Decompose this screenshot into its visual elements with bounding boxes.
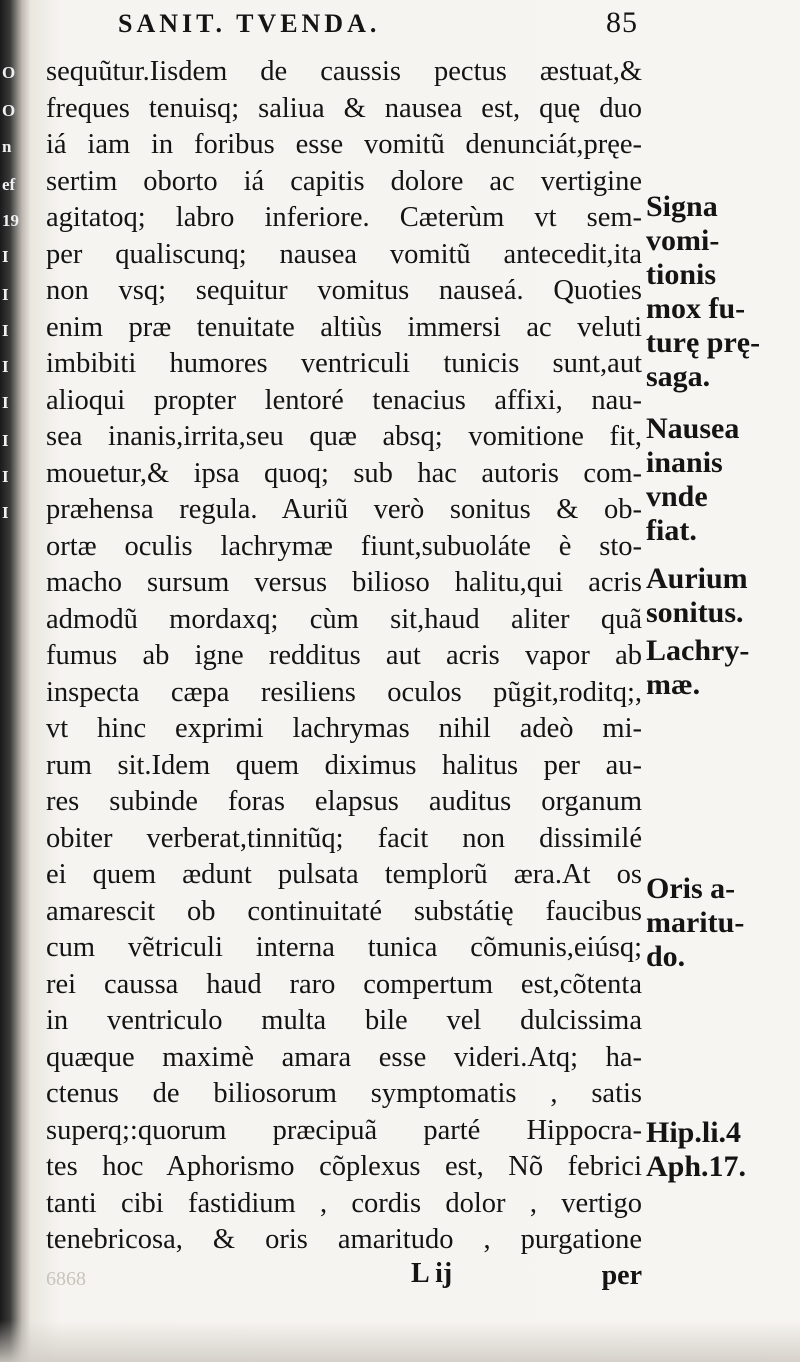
text-line: ctenus de biliosorum symptomatis , satis [46, 1078, 642, 1109]
text-line: iá iam in foribus esse vomitũ denunciát,pręe- [46, 129, 642, 160]
text-line: cum vẽtriculi interna tunica cõmunis,eiúsq; [46, 932, 642, 963]
gutter-fragment: I [2, 393, 9, 412]
marginal-note-line: turę prę- [646, 326, 761, 359]
text-line: enim præ tenuitate altiùs immersi ac veluti [46, 311, 642, 343]
marginal-note-hippocrates [646, 1116, 796, 1184]
gutter-fragment: ef [2, 175, 16, 194]
text-line: superq;:quorum præcipuã parté Hippocra- [46, 1114, 642, 1146]
running-header [118, 6, 678, 40]
gutter-fragment: I [2, 247, 9, 266]
catchword: per [601, 1260, 642, 1291]
page-bottom-shadow [0, 1320, 800, 1362]
text-line: freques tenuisq; saliua & nausea est, quę duo [46, 92, 642, 124]
text-line: agitatoq; labro inferiore. Cæterùm vt sem- [46, 202, 642, 233]
marginal-note-line: vomi- [646, 224, 720, 257]
gutter-fragment: O [2, 101, 16, 120]
text-line: imbibiti humores ventriculi tunicis sunt,aut [46, 348, 642, 379]
marginal-note-line: Lachry- [646, 634, 750, 667]
text-line: ei quem ædunt pulsata templorũ æra.At os [46, 859, 642, 890]
gutter-fragment: I [2, 503, 9, 522]
marginal-note-oris [646, 872, 796, 974]
gutter-fragment: 19 [2, 211, 19, 230]
gutter-fragment: I [2, 321, 9, 340]
marginal-note-signa [646, 190, 796, 394]
text-line: tenebricosa, & oris amaritudo , purgatione [46, 1224, 642, 1255]
text-line: non vsq; sequitur vomitus nauseá. Quoties [46, 275, 642, 306]
book-gutter [0, 0, 30, 1362]
running-title: SANIT. TVENDA. [118, 9, 381, 38]
marginal-note-line: do. [646, 940, 686, 973]
text-line: tes hoc Aphorismo cõplexus est, Nõ febrici [46, 1151, 642, 1182]
text-line: res subinde foras elapsus auditus organum [46, 786, 642, 817]
marginal-note-line: Nausea [646, 412, 740, 445]
marginal-note-line: Aurium [646, 562, 748, 595]
marginal-note-line: inanis [646, 446, 723, 479]
faded-bleed-through-text: 6868 [46, 1268, 86, 1290]
text-line: per qualiscunq; nausea vomitũ antecedit,ita [46, 238, 642, 270]
text-line: sea inanis,irrita,seu quæ absq; vomitione fit, [46, 421, 642, 452]
text-line: macho sursum versus bilioso halitu,qui acris [46, 567, 642, 598]
text-line: præhensa regula. Auriũ verò sonitus & ob- [46, 494, 642, 525]
marginal-note-line: Hip.li.4 [646, 1116, 742, 1149]
text-line: admodũ mordaxq; cùm sit,haud aliter quã [46, 603, 642, 635]
gutter-fragment: I [2, 431, 9, 450]
text-line: in ventriculo multa bile vel dulcissima [46, 1005, 642, 1036]
marginal-note-aurium [646, 562, 796, 630]
gutter-fragment: I [2, 357, 9, 376]
marginal-note-line: saga. [646, 360, 711, 393]
text-line: fumus ab igne redditus aut acris vapor ab [46, 640, 642, 671]
marginal-note-line: Oris a- [646, 872, 736, 905]
gutter-fragment: I [2, 285, 9, 304]
page-footer [46, 1258, 642, 1298]
text-line: rei caussa haud raro compertum est,cõtenta [46, 968, 642, 1000]
page-number: 85 [606, 6, 638, 39]
marginal-note-line: Signa [646, 190, 718, 223]
marginal-note-nausea [646, 412, 796, 548]
main-text-block [46, 54, 642, 1259]
text-line: vt hinc exprimi lachrymas nihil adeò mi- [46, 713, 642, 744]
marginal-note-lachrymae [646, 634, 796, 702]
gutter-fragment: I [2, 467, 9, 486]
text-line: obiter verberat,tinnitũq; facit non dissimilé [46, 822, 642, 854]
marginal-note-line: Aph.17. [646, 1150, 747, 1183]
gutter-fragment: n [2, 137, 12, 156]
text-line: sertim oborto iá capitis dolore ac vertigine [46, 165, 642, 197]
text-line: rum sit.Idem quem diximus halitus per au- [46, 749, 642, 781]
text-line: inspecta cæpa resiliens oculos pũgit,roditq;, [46, 676, 642, 708]
marginal-note-line: tionis [646, 258, 717, 291]
marginal-note-line: mæ. [646, 668, 701, 701]
text-line: alioqui propter lentoré tenacius affixi, nau- [46, 384, 642, 416]
text-line: quæque maximè amara esse videri.Atq; ha- [46, 1041, 642, 1073]
text-line: sequũtur.Iisdem de caussis pectus æstuat,& [46, 56, 642, 87]
text-line: amarescit ob continuitaté substátię faucibus [46, 895, 642, 927]
gutter-fragment: O [2, 63, 16, 82]
marginal-note-line: mox fu- [646, 292, 746, 325]
signature-mark: L ij [411, 1258, 453, 1289]
marginal-note-line: vnde [646, 480, 708, 513]
text-line: mouetur,& ipsa quoq; sub hac autoris com- [46, 457, 642, 489]
text-line: ortæ oculis lachrymæ fiunt,subuoláte è sto- [46, 530, 642, 562]
marginal-note-line: sonitus. [646, 596, 744, 629]
text-line: tanti cibi fastidium , cordis dolor , vertigo [46, 1187, 642, 1219]
marginal-note-line: fiat. [646, 514, 697, 547]
marginal-note-line: maritu- [646, 906, 745, 939]
